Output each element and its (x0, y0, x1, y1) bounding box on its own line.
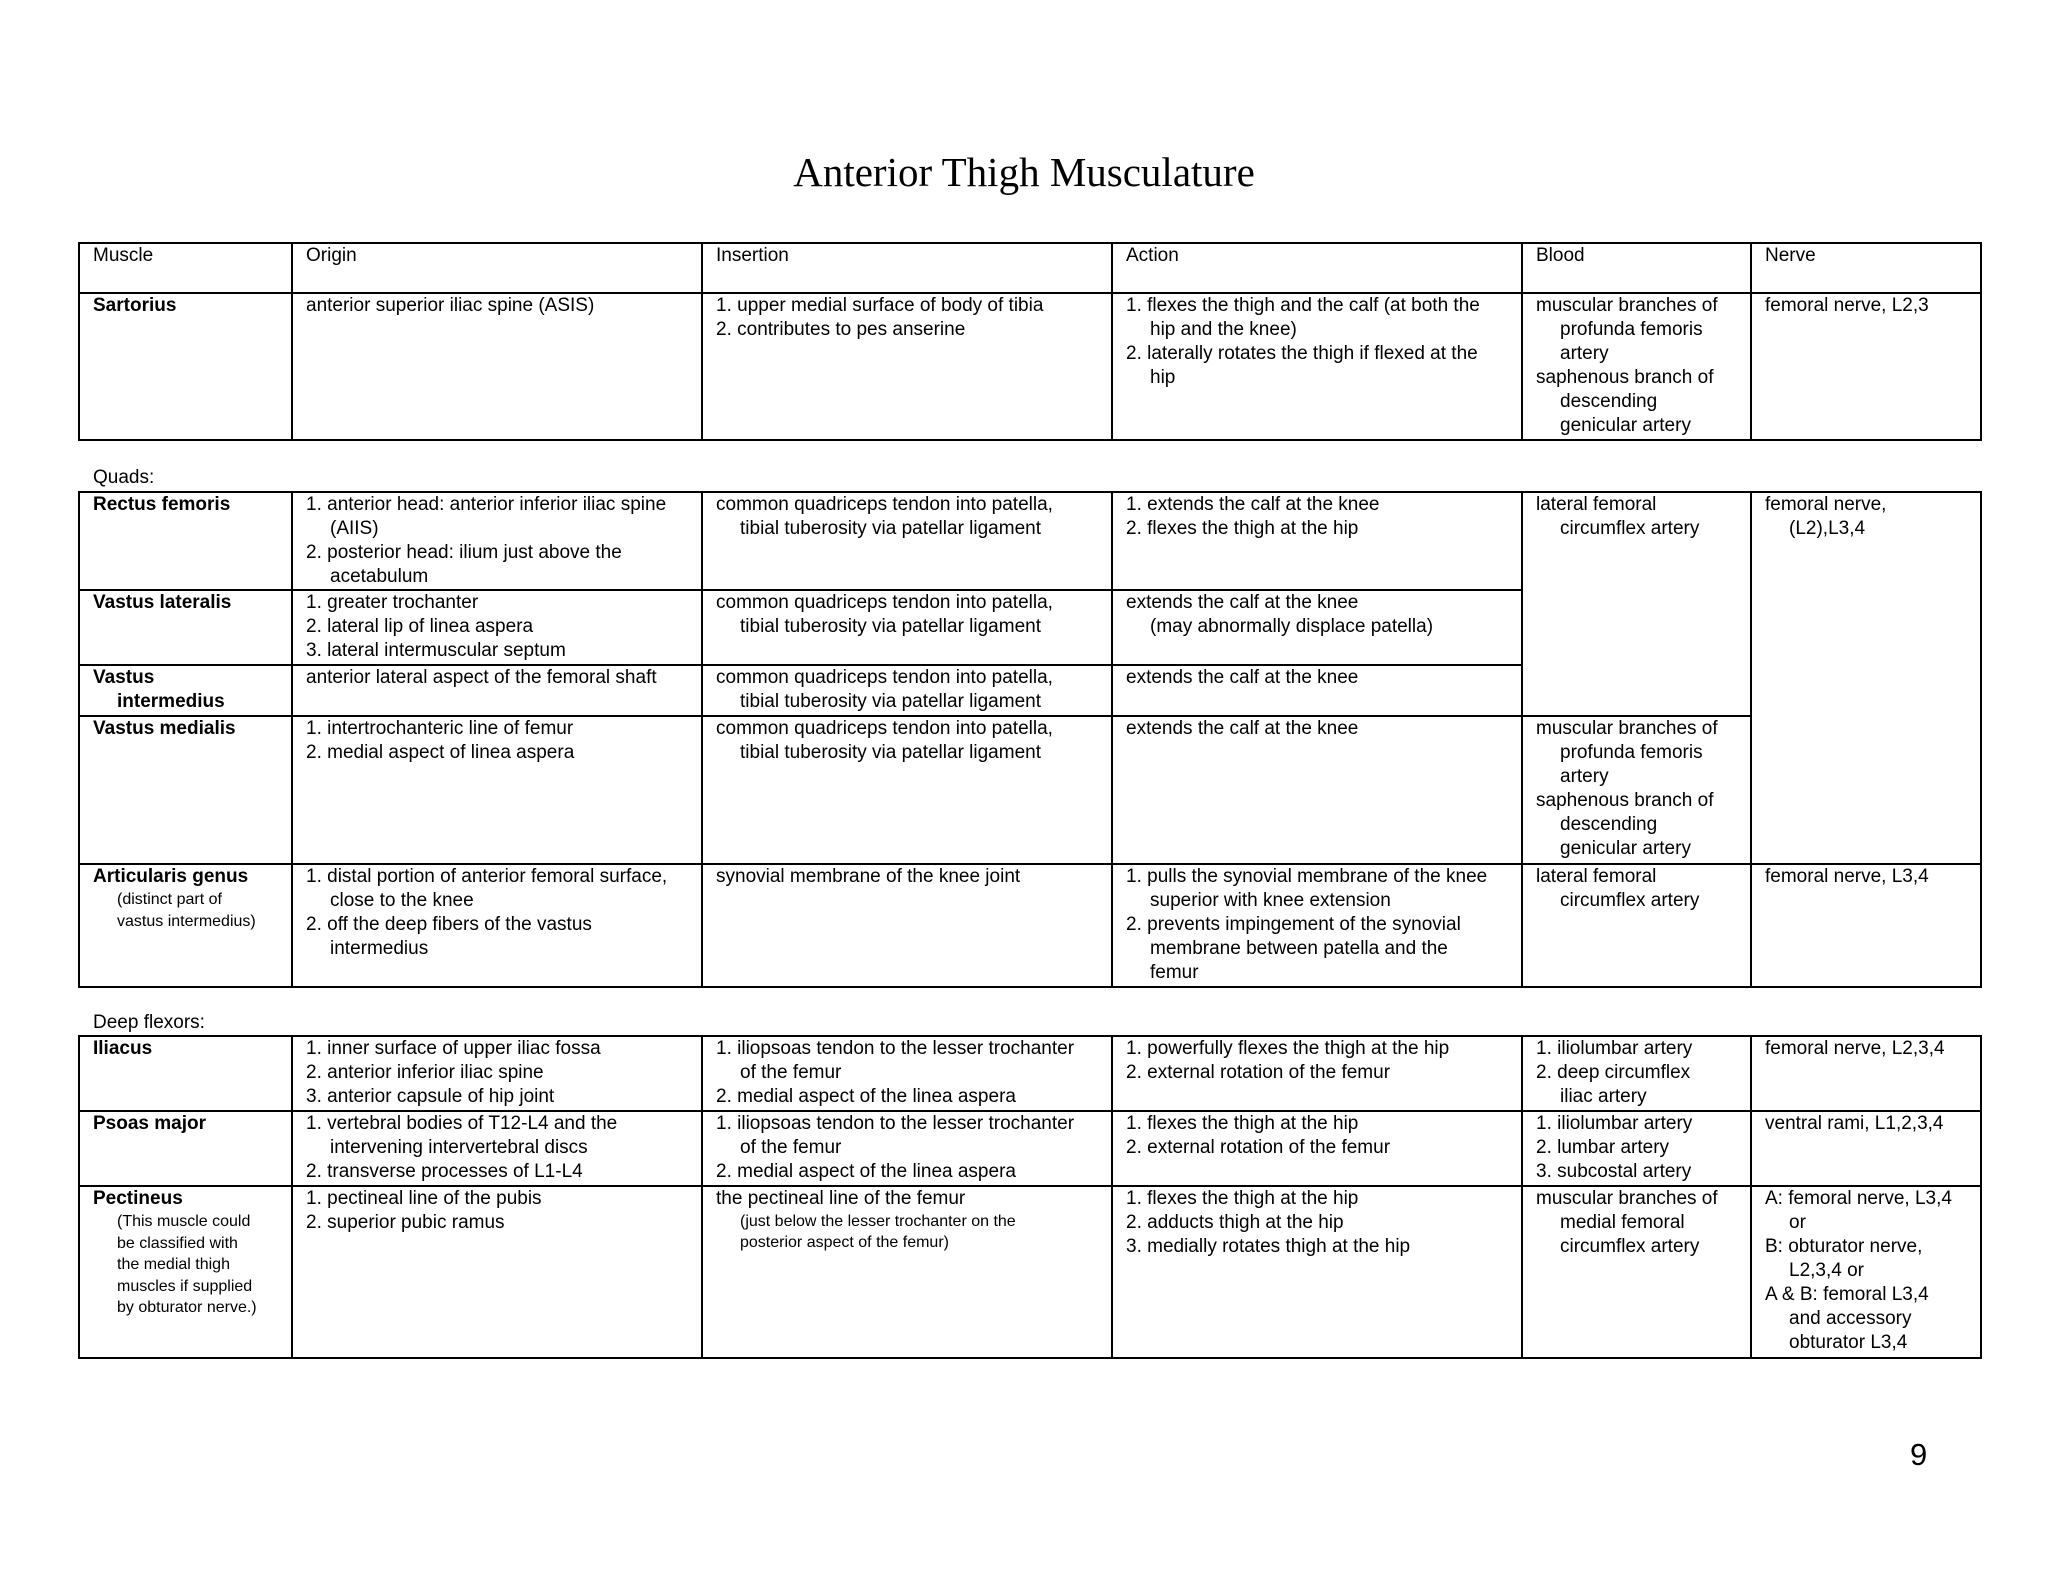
action-cell: 1. flexes the thigh at the hip 2. external rotation of the femur (1112, 1111, 1522, 1186)
muscle-name: Rectus femoris (79, 492, 292, 590)
table-row (79, 1111, 1981, 1186)
insertion-cell: 1. iliopsoas tendon to the lesser trochanter of the femur 2. medial aspect of the linea aspera (702, 1111, 1112, 1186)
nerve-cell: A: femoral nerve, L3,4 or B: obturator nerve, L2,3,4 or A & B: femoral L3,4 and accessory obturator L3,4 (1751, 1186, 1981, 1358)
muscle-name: Psoas major (79, 1111, 292, 1186)
muscle-name: Articularis genus (distinct part of vastus intermedius) (79, 864, 292, 987)
action-cell: extends the calf at the knee (1112, 665, 1522, 716)
table-row (79, 293, 1981, 440)
header-blood: Blood (1522, 243, 1751, 293)
blood-cell: muscular branches of profunda femoris artery saphenous branch of descending genicular artery (1522, 293, 1751, 440)
muscle-name: Sartorius (79, 293, 292, 440)
action-cell: extends the calf at the knee (may abnormally displace patella) (1112, 590, 1522, 665)
blood-cell: 1. iliolumbar artery 2. deep circumflex iliac artery (1522, 1036, 1751, 1111)
nerve-cell: femoral nerve, L2,3 (1751, 293, 1981, 440)
insertion-cell: common quadriceps tendon into patella, tibial tuberosity via patellar ligament (702, 492, 1112, 590)
page-title: Anterior Thigh Musculature (793, 149, 1255, 195)
table-row (79, 716, 1981, 864)
action-cell: 1. flexes the thigh and the calf (at both the hip and the knee) 2. laterally rotates the thigh if flexed at the hip (1112, 293, 1522, 440)
origin-cell: 1. greater trochanter 2. lateral lip of linea aspera 3. lateral intermuscular septum (292, 590, 702, 665)
header-row (79, 243, 1981, 293)
page-number: 9 (1910, 1437, 1928, 1472)
nerve-cell: femoral nerve, L2,3,4 (1751, 1036, 1981, 1111)
insertion-cell: common quadriceps tendon into patella, tibial tuberosity via patellar ligament (702, 590, 1112, 665)
muscle-name: Vastus lateralis (79, 590, 292, 665)
blood-cell: 1. iliolumbar artery 2. lumbar artery 3. subcostal artery (1522, 1111, 1751, 1186)
table-row (79, 492, 1981, 590)
nerve-cell: femoral nerve, L3,4 (1751, 864, 1981, 987)
action-cell: 1. flexes the thigh at the hip 2. adducts thigh at the hip 3. medially rotates thigh at the hip (1112, 1186, 1522, 1358)
insertion-cell: 1. iliopsoas tendon to the lesser trochanter of the femur 2. medial aspect of the linea aspera (702, 1036, 1112, 1111)
origin-cell: 1. anterior head: anterior inferior iliac spine (AIIS) 2. posterior head: ilium just above the acetabulum (292, 492, 702, 590)
insertion-cell: synovial membrane of the knee joint (702, 864, 1112, 987)
table-row (79, 864, 1981, 987)
action-cell: extends the calf at the knee (1112, 716, 1522, 864)
insertion-cell: 1. upper medial surface of body of tibia 2. contributes to pes anserine (702, 293, 1112, 440)
insertion-cell: common quadriceps tendon into patella, tibial tuberosity via patellar ligament (702, 716, 1112, 864)
origin-cell: anterior superior iliac spine (ASIS) (292, 293, 702, 440)
table-row (79, 1186, 1981, 1358)
header-nerve: Nerve (1751, 243, 1981, 293)
origin-cell: 1. intertrochanteric line of femur 2. medial aspect of linea aspera (292, 716, 702, 864)
origin-cell: 1. distal portion of anterior femoral surface, close to the knee 2. off the deep fibers of the vastus intermedius (292, 864, 702, 987)
blood-cell: lateral femoral circumflex artery (1522, 864, 1751, 987)
header-origin: Origin (292, 243, 702, 293)
nerve-cell: ventral rami, L1,2,3,4 (1751, 1111, 1981, 1186)
origin-cell: 1. pectineal line of the pubis 2. superior pubic ramus (292, 1186, 702, 1358)
blood-cell: muscular branches of profunda femoris artery saphenous branch of descending genicular artery (1522, 716, 1751, 864)
header-action: Action (1112, 243, 1522, 293)
action-cell: 1. powerfully flexes the thigh at the hip 2. external rotation of the femur (1112, 1036, 1522, 1111)
muscle-name: Pectineus (This muscle could be classified with the medial thigh muscles if supplied by obturator nerve.) (79, 1186, 292, 1358)
muscle-name: Vastus medialis (79, 716, 292, 864)
muscle-name: Iliacus (79, 1036, 292, 1111)
action-cell: 1. pulls the synovial membrane of the knee superior with knee extension 2. prevents impingement of the synovial membrane between patella and the femur (1112, 864, 1522, 987)
header-muscle: Muscle (79, 243, 292, 293)
blood-cell: lateral femoral circumflex artery (1522, 492, 1751, 716)
deep-flexors-table (78, 1035, 1982, 1359)
origin-cell: 1. vertebral bodies of T12-L4 and the intervening intervertebral discs 2. transverse processes of L1-L4 (292, 1111, 702, 1186)
origin-cell: anterior lateral aspect of the femoral shaft (292, 665, 702, 716)
insertion-cell: the pectineal line of the femur (just below the lesser trochanter on the posterior aspect of the femur) (702, 1186, 1112, 1358)
blood-cell: muscular branches of medial femoral circumflex artery (1522, 1186, 1751, 1358)
action-cell: 1. extends the calf at the knee 2. flexes the thigh at the hip (1112, 492, 1522, 590)
header-insertion: Insertion (702, 243, 1112, 293)
nerve-cell: femoral nerve, (L2),L3,4 (1751, 492, 1981, 864)
section-label-deep-flexors: Deep flexors: (93, 1012, 205, 1033)
muscle-name: Vastus intermedius (79, 665, 292, 716)
sartorius-table (78, 242, 1982, 441)
insertion-cell: common quadriceps tendon into patella, tibial tuberosity via patellar ligament (702, 665, 1112, 716)
origin-cell: 1. inner surface of upper iliac fossa 2. anterior inferior iliac spine 3. anterior capsule of hip joint (292, 1036, 702, 1111)
quads-table (78, 491, 1982, 988)
table-row (79, 1036, 1981, 1111)
section-label-quads: Quads: (93, 467, 155, 488)
